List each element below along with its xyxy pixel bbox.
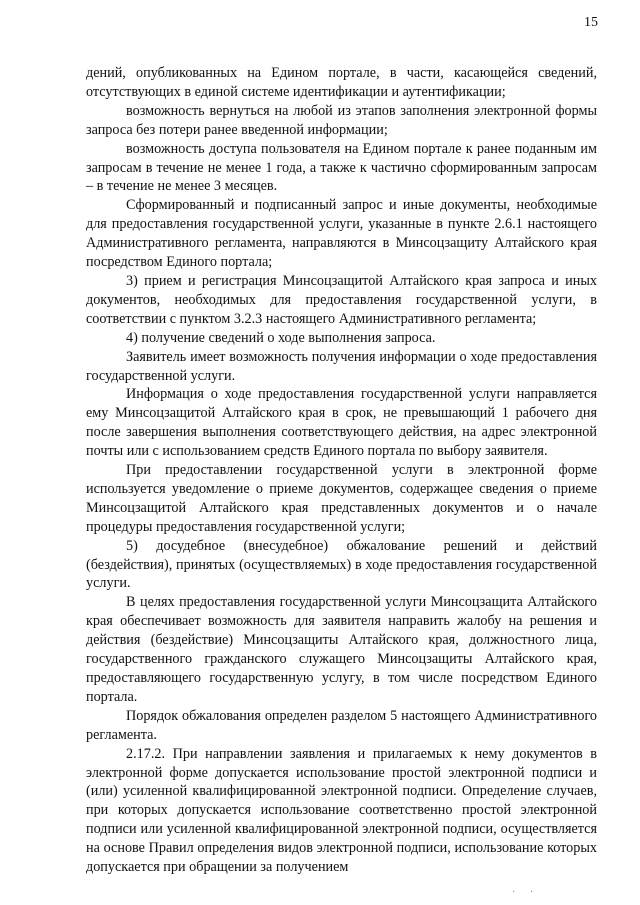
document-body: [86, 64, 597, 877]
paragraph: возможность доступа пользователя на Едином портале к ранее поданным им запросам в течение не менее 1 года, а также к частично сформированным запросам – в течение не менее 3 месяцев.: [86, 140, 597, 195]
paragraph: При предоставлении государственной услуги в электронной форме используется уведомление о приеме документов, содержащее сведения о приеме Минсоцзащитой Алтайского края представленных документов и о начале процедуры предоставления государственной услуги;: [86, 462, 597, 535]
paragraph: Информация о ходе предоставления государственной услуги направляется ему Минсоцзащитой Алтайского края в срок, не превышающий 1 рабочего дня после завершения выполнения соответствующего действия, на адрес электронной почты или с использованием средств Единого портала по выбору заявителя.: [86, 386, 597, 460]
scan-speck-marks: · ·: [512, 887, 540, 898]
paragraph: 2.17.2. При направлении заявления и прилагаемых к нему документов в электронной форме допускается использование простой электронной подписи и (или) усиленной квалифицированной электронной подписи. Определение случаев, при которых допускается использование соответственно простой электронной подписи или усиленной квалифицированной электронной подписи, осуществляется на основе Правил определения видов электронной подписи, использование которых допускается при обращении за получением: [86, 745, 597, 876]
paragraph: 4) получение сведений о ходе выполнения запроса.: [126, 329, 436, 346]
paragraph-continuation: дений, опубликованных на Едином портале, в части, касающейся сведений, отсутствующих в единой системе идентификации и аутентификации;: [86, 65, 597, 100]
paragraph: 3) прием и регистрация Минсоцзащитой Алтайского края запроса и иных документов, необходимых для предоставления государственной услуги, в соответствии с пунктом 3.2.3 настоящего Административного регламента;: [86, 272, 597, 327]
page-number: 15: [584, 15, 598, 30]
paragraph: Порядок обжалования определен разделом 5 настоящего Административного регламента.: [86, 707, 597, 743]
paragraph: Сформированный и подписанный запрос и иные документы, необходимые для предоставления государственной услуги, указанные в пункте 2.6.1 настоящего Административного регламента, направляются в Минсоцзащиту Алтайского края посредством Единого портала;: [86, 197, 597, 271]
paragraph: Заявитель имеет возможность получения информации о ходе предоставления государственной услуги.: [86, 348, 597, 384]
paragraph: возможность вернуться на любой из этапов заполнения электронной формы запроса без потери ранее введенной информации;: [86, 102, 597, 138]
paragraph: 5) досудебное (внесудебное) обжалование решений и действий (бездействия), принятых (осуществляемых) в ходе предоставления государственной услуги.: [86, 537, 597, 592]
paragraph: В целях предоставления государственной услуги Минсоцзащита Алтайского края обеспечивает возможность для заявителя направить жалобу на решения и действия (бездействие) Минсоцзащиты Алтайского края, должностного лица, государственного гражданского служащего Минсоцзащиты Алтайского края, предоставляющего государственную услугу, в том числе посредством Единого портала.: [86, 594, 597, 705]
